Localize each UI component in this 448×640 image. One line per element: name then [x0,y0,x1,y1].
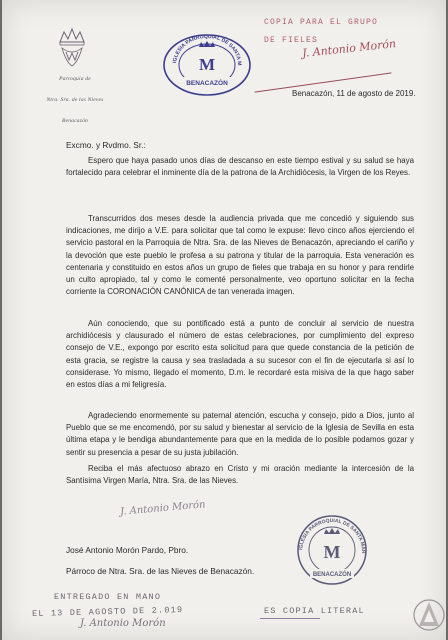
signer-title: Párroco de Ntra. Sra. de las Nieves de Benacazón. [66,566,255,576]
stamp-top-monogram: M [198,55,216,74]
parish-stamp-bottom [290,514,374,586]
letter-page [2,0,446,640]
annotation-underline [260,618,320,619]
stamp-bottom-place: BENACAZÓN [312,572,352,578]
stamp-top-ring-text: IGLESIA PARROQUIAL DE SANTA M [172,33,243,66]
letterhead-line-2: Ntra. Sra. de las Nieves [46,97,104,103]
stamp-bottom-ring-text: IGLESIA PARROQUIAL DE SANTA MAR [298,517,367,554]
paragraph-5: Reciba el más afectuoso abrazo en Cristo y mi oración mediante la intercesión de la Santísima Virgen María, Ntra. Sra. de las Nieves. [66,464,414,486]
annotation-copy-line-2: DE FIELES [264,36,319,45]
annotation-copy-line-1: COPIA PARA EL GRUPO [264,18,379,27]
signer-name: José Antonio Morón Pardo, Pbro. [66,545,189,555]
salutation: Excmo. y Rvdmo. Sr.: [66,140,146,150]
annotation-delivered-line-1: ENTREGADO EN MANO [54,592,162,602]
parish-stamp-top [162,33,252,97]
annotation-literal-copy: ES COPIA LITERAL [264,606,365,616]
stamp-bottom-monogram: M [323,542,341,562]
annotation-signature-top: J. Antonio Morón [301,37,397,60]
signature-mid: J. Antonio Morón [119,499,206,518]
letterhead-line-1: Parroquia de [59,76,91,82]
paragraph-2: Transcurridos dos meses desde la audiencia privada que me concedió y siguiendo sus indicaciones, me dirijo a V.E. para solicitar que tal como le expuse: llevo cinco años ejerciendo el servicio pastoral en la Parroquia de Ntra. Sra. de las Nieves de Benacazón, apreciando el cariño y la devoción que este pueblo le profesa a su patrona y titular de la parroquia. Esta veneración es centenaria y constituido en estos años un grupo de fieles que trabaja en su honor y para rendirle un culto apropiado, tal y como le comenté personalmente, veo oportuno solicitar en la fecha corriente la CORONACIÓN CANÓNICA de tan venerada imagen. [66,214,414,297]
stamp-top-place: BENACAZÓN [186,80,228,87]
annotation-signature-bottom: J. Antonio Morón [80,618,166,629]
annotation-delivered-line-2: EL 13 DE AGOSTO DE 2.019 [31,605,184,619]
paragraph-3: Aún conociendo, que su pontificado está a punto de concluir al servicio de nuestra archidiócesis y clausurado el número de estas celebraciones, por cumplimiento del expreso consejo de V.E., expongo por escrito esta solicitud para que quede constancia de la petición de esta gracia, se registre la causa y sea trasladada a su sucesor con el fin de ejecutarla si así lo considerase. Yo mismo, llegado el momento, D.m. le recordaré esta misiva de la que hago saber en estos días a mi feligresía. [66,319,414,390]
letter-date: Benacazón, 11 de agosto de 2019. [292,89,416,98]
paragraph-1: Espero que haya pasado unos días de descanso en este tiempo estival y su salud se haya fortalecido para celebrar el inminente día de la patrona de la Archidiócesis, la Virgen de los Reyes. [66,156,414,178]
letterhead-line-3: Benacazón [62,118,88,124]
paragraph-4: Agradeciendo enormemente su paternal atención, escucha y consejo, pido a Dios, junto al Pueblo que se me encomendó, por su salud y bienestar al servicio de la Iglesia de Sevilla en esta última etapa y le bendiga abundantemente para que en la medida de lo posible podamos gozar y sentir su presencia a pesar de su justa jubilación. [66,411,414,457]
crown-crest-icon [52,26,92,72]
watermark-logo-icon [413,596,445,634]
